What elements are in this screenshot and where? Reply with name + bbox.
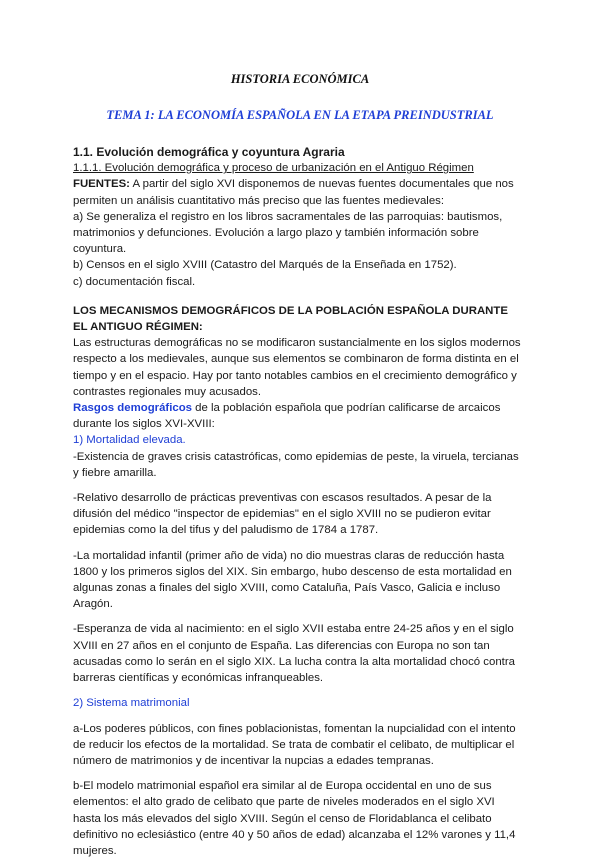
- matrimonial-heading: 2) Sistema matrimonial: [73, 697, 190, 710]
- mortalidad-p4: -Esperanza de vida al nacimiento: en el siglo XVII estaba entre 24-25 años y en el siglo XVIII en 27 años en el conjunto de España. Las diferencias con Europa no son tan acusadas como lo serán en el siglo XIX. La lucha contra la alta mortalidad chocó contra barreras científicas y económicas infranqueables.: [73, 623, 515, 685]
- subsection-heading: 1.1.1. Evolución demográfica y proceso de urbanización en el Antiguo Régimen: [73, 162, 474, 175]
- mortalidad-p2: -Relativo desarrollo de prácticas preventivas con escasos resultados. A pesar de la difusión del médico "inspector de epidemias" en el siglo XVIII no se pudieron evitar epidemias como la del tifus y del paludismo de 1784 a 1787.: [73, 492, 492, 537]
- matrimonial-pa: a-Los poderes públicos, con fines poblacionistas, fomentan la nupcialidad con el intento de reducir los efectos de la mortalidad. Se trata de combatir el celibato, de multiplicar el número de matrimonios y de incentivar la nupcias a edades tempranas.: [73, 722, 516, 767]
- fuentes-item-b: b) Censos en el siglo XVIII (Catastro del Marqués de la Enseñada en 1752).: [73, 259, 457, 272]
- mortalidad-p1: -Existencia de graves crisis catastróficas, como epidemias de peste, la viruela, tercianas y fiebre amarilla.: [73, 450, 519, 479]
- fuentes-text: A partir del siglo XVI disponemos de nuevas fuentes documentales que nos permiten un análisis cuantitativo más preciso que las fuentes medievales:: [73, 178, 514, 207]
- mortalidad-p3: -La mortalidad infantil (primer año de vida) no dio muestras claras de reducción hasta 1800 y los primeros siglos del XIX. Sin embargo, hubo descenso de esta mortalidad en algunas zonas a finales del siglo XVIII, como Cataluña, País Vasco, Galicia e incluso Aragón.: [73, 549, 512, 611]
- tema-title: TEMA 1: LA ECONOMÍA ESPAÑOLA EN LA ETAPA PREINDUSTRIAL: [106, 108, 494, 122]
- rasgos-text: de la población española que podrían calificarse de arcaicos durante los siglos XVI-XVIII:: [73, 402, 501, 431]
- rasgos-label: Rasgos demográficos: [73, 402, 193, 415]
- matrimonial-pb: b-El modelo matrimonial español era similar al de Europa occidental en uno de sus elementos: el alto grado de celibato que parte de niveles moderados en el siglo XVI hasta los más elevados del siglo XVIII. Según el censo de Floridablanca el celibato definitivo no eclesiástico (entre 40 y 50 años de edad) alcanzaba el 12% varones y 11,4 mujeres.: [73, 780, 516, 857]
- fuentes-item-a: a) Se generaliza el registro en los libros sacramentales de las parroquias: bautismos, matrimonios y defunciones. Evolución a largo plazo y también información sobre coyuntura.: [73, 210, 503, 256]
- mecanismos-heading: LOS MECANISMOS DEMOGRÁFICOS DE LA POBLACIÓN ESPAÑOLA DURANTE EL ANTIGUO RÉGIMEN:: [73, 304, 508, 334]
- fuentes-item-c: c) documentación fiscal.: [73, 275, 196, 288]
- document-body: [73, 144, 525, 859]
- document-title: HISTORIA ECONÓMICA: [230, 72, 370, 86]
- mortalidad-heading: 1) Mortalidad elevada.: [73, 434, 186, 447]
- fuentes-paragraph: [73, 176, 525, 208]
- mecanismos-intro: Las estructuras demográficas no se modificaron sustancialmente en los siglos modernos respecto a los medievales, aunque sus elementos se combinaron de forma distinta en el tiempo y en el espacio. Hay por tanto notables cambios en el crecimiento demográfico y contrastes regionales muy acusados.: [73, 337, 521, 398]
- fuentes-label: FUENTES:: [73, 178, 130, 191]
- section-heading: 1.1. Evolución demográfica y coyuntura Agraria: [73, 145, 345, 159]
- rasgos-paragraph: [73, 400, 525, 432]
